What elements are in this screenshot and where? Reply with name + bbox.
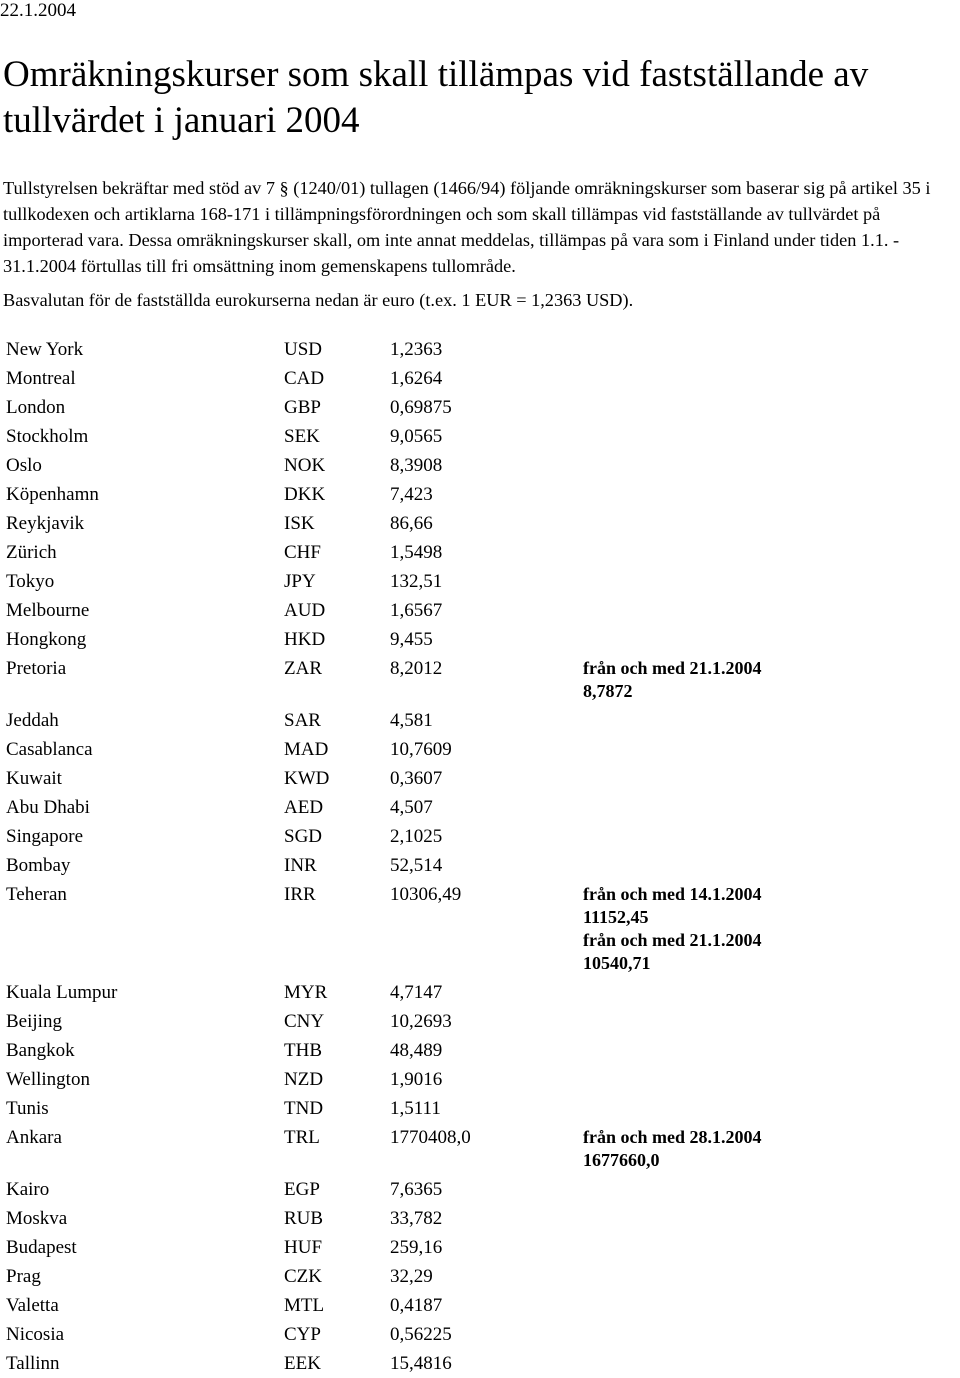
rate-city: New York (6, 339, 84, 360)
rate-change-notes (583, 1126, 946, 1172)
rate-city: Moskva (6, 1208, 68, 1229)
rate-city: Kairo (6, 1179, 50, 1200)
rate-row (6, 625, 946, 654)
rate-city: Tunis (6, 1098, 49, 1119)
rate-city: Singapore (6, 826, 84, 847)
rate-value: 10,7609 (390, 739, 452, 760)
rate-currency-code: HKD (284, 629, 326, 650)
rate-row (6, 851, 946, 880)
rate-city: Melbourne (6, 600, 90, 621)
rate-change-note: 8,7872 (583, 681, 633, 701)
rate-change-note: 10540,71 (583, 953, 651, 973)
rate-row (6, 735, 946, 764)
rate-currency-code: SGD (284, 826, 323, 847)
rate-value: 1,2363 (390, 339, 443, 360)
rate-currency-code: THB (284, 1040, 322, 1061)
rate-city: Oslo (6, 455, 42, 476)
rate-city: Casablanca (6, 739, 93, 760)
rate-currency-code: ISK (284, 513, 315, 534)
rate-value: 7,6365 (390, 1179, 443, 1200)
rate-change-note: från och med 14.1.2004 (583, 884, 762, 904)
rate-value: 8,3908 (390, 455, 443, 476)
rate-city: Bombay (6, 855, 71, 876)
rate-change-note: från och med 21.1.2004 (583, 930, 762, 950)
rate-currency-code: RUB (284, 1208, 324, 1229)
rate-change-notes (583, 657, 946, 703)
rate-value: 7,423 (390, 484, 433, 505)
rate-value: 259,16 (390, 1237, 443, 1258)
rate-row (6, 509, 946, 538)
rate-value: 48,489 (390, 1040, 443, 1061)
rate-value: 86,66 (390, 513, 433, 534)
rate-value: 132,51 (390, 571, 443, 592)
rate-value: 1,9016 (390, 1069, 443, 1090)
rate-value: 0,69875 (390, 397, 452, 418)
rate-value: 0,56225 (390, 1324, 452, 1345)
exchange-rate-table (6, 335, 946, 1378)
rate-value: 1770408,0 (390, 1127, 471, 1148)
rate-city: Hongkong (6, 629, 87, 650)
rate-row (6, 1291, 946, 1320)
page-title: Omräkningskurser som skall tillämpas vid fastställande av tullvärdet i januari 2004 (3, 54, 869, 141)
rate-currency-code: INR (284, 855, 317, 876)
rate-row (6, 1094, 946, 1123)
rate-currency-code: EEK (284, 1353, 321, 1374)
rate-city: Teheran (6, 884, 67, 905)
rate-city: Nicosia (6, 1324, 65, 1345)
rate-currency-code: EGP (284, 1179, 320, 1200)
rate-row (6, 1204, 946, 1233)
rate-city: Ankara (6, 1127, 62, 1148)
rate-row (6, 538, 946, 567)
rate-value: 8,2012 (390, 658, 443, 679)
rate-value: 52,514 (390, 855, 443, 876)
rate-city: Kuwait (6, 768, 62, 789)
rate-city: Budapest (6, 1237, 77, 1258)
rate-city: Tokyo (6, 571, 55, 592)
rate-city: Beijing (6, 1011, 62, 1032)
base-currency-note: Basvalutan för de fastställda eurokurserna nedan är euro (t.ex. 1 EUR = 1,2363 USD). (3, 290, 634, 310)
rate-city: Montreal (6, 368, 76, 389)
rate-currency-code: IRR (284, 884, 316, 905)
rate-currency-code: CAD (284, 368, 325, 389)
rate-currency-code: NOK (284, 455, 326, 476)
rate-currency-code: CHF (284, 542, 321, 563)
rate-currency-code: MTL (284, 1295, 325, 1316)
rate-change-notes (583, 883, 946, 975)
rate-value: 4,507 (390, 797, 433, 818)
rate-row (6, 451, 946, 480)
rate-row (6, 1036, 946, 1065)
document-date: 22.1.2004 (0, 0, 76, 21)
rate-currency-code: SAR (284, 710, 321, 731)
rate-change-note: 11152,45 (583, 907, 649, 927)
rate-row (6, 567, 946, 596)
rate-value: 33,782 (390, 1208, 443, 1229)
rate-value: 15,4816 (390, 1353, 452, 1374)
rate-change-note: 1677660,0 (583, 1150, 660, 1170)
rate-value: 10306,49 (390, 884, 462, 905)
rate-value: 9,455 (390, 629, 433, 650)
rate-change-note: från och med 21.1.2004 (583, 658, 762, 678)
rate-currency-code: TND (284, 1098, 324, 1119)
rate-row (6, 764, 946, 793)
rate-currency-code: GBP (284, 397, 321, 418)
rate-change-note: från och med 28.1.2004 (583, 1127, 762, 1147)
rate-row (6, 706, 946, 735)
rate-row (6, 1233, 946, 1262)
rate-currency-code: SEK (284, 426, 320, 447)
rate-row (6, 1007, 946, 1036)
rate-currency-code: TRL (284, 1127, 320, 1148)
rate-row (6, 480, 946, 509)
rate-row (6, 822, 946, 851)
rate-city: Stockholm (6, 426, 89, 447)
rate-currency-code: JPY (284, 571, 316, 592)
rate-city: Valetta (6, 1295, 59, 1316)
rate-city: Kuala Lumpur (6, 982, 118, 1003)
rate-value: 2,1025 (390, 826, 443, 847)
rate-value: 1,5111 (390, 1098, 441, 1119)
rate-row (6, 596, 946, 625)
rate-row (6, 1175, 946, 1204)
rate-currency-code: CZK (284, 1266, 322, 1287)
rate-currency-code: AUD (284, 600, 326, 621)
rate-row (6, 1123, 946, 1175)
rate-value: 1,5498 (390, 542, 443, 563)
rate-row (6, 1349, 946, 1378)
rate-currency-code: HUF (284, 1237, 323, 1258)
rate-row (6, 335, 946, 364)
rate-value: 4,7147 (390, 982, 443, 1003)
rate-row (6, 654, 946, 706)
rate-city: London (6, 397, 66, 418)
rate-currency-code: NZD (284, 1069, 324, 1090)
rate-row (6, 1320, 946, 1349)
rate-row (6, 1065, 946, 1094)
rate-row (6, 880, 946, 978)
rate-city: Prag (6, 1266, 41, 1287)
rate-value: 1,6567 (390, 600, 443, 621)
rate-city: Bangkok (6, 1040, 75, 1061)
rate-value: 1,6264 (390, 368, 443, 389)
rate-city: Tallinn (6, 1353, 60, 1374)
rate-value: 0,3607 (390, 768, 443, 789)
rate-row (6, 793, 946, 822)
rate-city: Pretoria (6, 658, 67, 679)
rate-value: 0,4187 (390, 1295, 443, 1316)
rate-city: Abu Dhabi (6, 797, 90, 818)
rate-currency-code: CNY (284, 1011, 325, 1032)
rate-value: 4,581 (390, 710, 433, 731)
rate-city: Zürich (6, 542, 57, 563)
rate-row (6, 393, 946, 422)
rate-city: Reykjavik (6, 513, 85, 534)
rate-row (6, 978, 946, 1007)
rate-currency-code: ZAR (284, 658, 322, 679)
rate-city: Jeddah (6, 710, 59, 731)
rate-currency-code: DKK (284, 484, 326, 505)
rate-value: 32,29 (390, 1266, 433, 1287)
rate-city: Köpenhamn (6, 484, 99, 505)
rate-city: Wellington (6, 1069, 90, 1090)
rate-currency-code: MYR (284, 982, 328, 1003)
rate-row (6, 1262, 946, 1291)
rate-row (6, 364, 946, 393)
rate-value: 10,2693 (390, 1011, 452, 1032)
intro-paragraph: Tullstyrelsen bekräftar med stöd av 7 § (1240/01) tullagen (1466/94) följande omräkningskurser som baserar sig på artikel 35 i tullkodexen och artiklarna 168-171 i tillämpningsförordningen och som skall tillämpas vid fastställande av tullvärdet på importerad vara. Dessa omräkningskurser skall, om inte annat meddelas, tillämpas på vara som i Finland under tiden 1.1. - 31.1.2004 förtullas till fri omsättning inom gemenskapens tullområde. (3, 178, 931, 276)
rate-row (6, 422, 946, 451)
rate-value: 9,0565 (390, 426, 443, 447)
rate-currency-code: USD (284, 339, 323, 360)
rate-currency-code: CYP (284, 1324, 321, 1345)
rate-currency-code: KWD (284, 768, 330, 789)
rate-currency-code: AED (284, 797, 324, 818)
rate-currency-code: MAD (284, 739, 329, 760)
